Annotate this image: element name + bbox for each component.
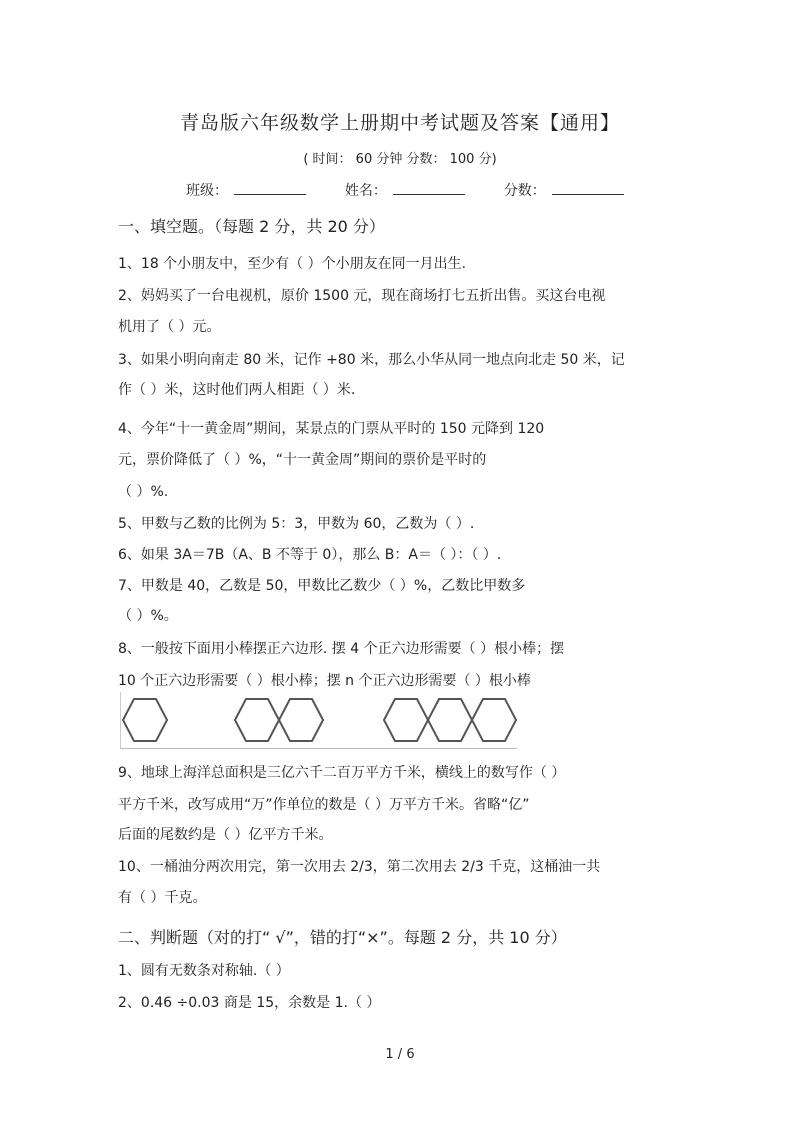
question-line: 机用了（ ）元。 (118, 319, 221, 335)
hexagon-shape (428, 699, 472, 741)
question-line: 7、甲数是 40，乙数是 50，甲数比乙数少（ ）%，乙数比甲数多 (118, 578, 526, 594)
section-heading-true-false: 二、判断题（对的打“ √”，错的打“×”。每题 2 分，共 10 分） (118, 928, 567, 947)
question-line: （ ）%。 (118, 608, 178, 624)
question-line: 4、今年“十一黄金周”期间，某景点的门票从平时的 150 元降到 120 (118, 421, 545, 437)
question-line: 后面的尾数约是（ ）亿平方千米。 (118, 827, 333, 843)
question-line: 5、甲数与乙数的比例为 5：3，甲数为 60，乙数为（ ）. (118, 516, 475, 532)
hexagon-diagram (121, 692, 517, 748)
question-line: 元，票价降低了（ ）%，“十一黄金周”期间的票价是平时的 (118, 452, 487, 468)
class-label: 班级： (186, 183, 228, 199)
question-line: 6、如果 3A＝7B（A、B 不等于 0），那么 B：A＝（ ）：（ ）. (118, 547, 502, 563)
page-number: 1 / 6 (385, 1047, 415, 1062)
section-heading-fill-blank: 一、填空题。（每题 2 分，共 20 分） (118, 217, 385, 236)
question-line: 作（ ）米，这时他们两人相距（ ）米. (118, 382, 356, 398)
hexagon-shape (384, 699, 428, 741)
page-title: 青岛版六年级数学上册期中考试题及答案【通用】 (179, 112, 620, 134)
hexagon-figure (120, 692, 517, 749)
question-line: 1、圆有无数条对称轴.（ ） (118, 963, 290, 979)
exam-subtitle: ( 时间： 60 分钟 分数： 100 分) (303, 152, 497, 167)
question-line: 有（ ）千克。 (118, 890, 207, 906)
question-line: 9、地球上海洋总面积是三亿六千二百万平方千米，横线上的数写作（ ） (118, 765, 566, 781)
question-line: 2、0.46 ÷0.03 商是 15，余数是 1.（ ） (118, 995, 381, 1011)
score-blank[interactable] (552, 180, 624, 195)
hexagon-shape (235, 699, 279, 741)
hexagon-shape (472, 699, 516, 741)
hexagon-shape (279, 699, 323, 741)
info-fields (186, 180, 624, 200)
question-line: 8、一般按下面用小棒摆正六边形. 摆 4 个正六边形需要（ ）根小棒；摆 (118, 641, 565, 657)
score-label: 分数： (503, 183, 546, 199)
question-line: 2、妈妈买了一台电视机，原价 1500 元，现在商场打七五折出售。买这台电视 (118, 288, 606, 304)
question-line: 10、一桶油分两次用完，第一次用去 2/3，第二次用去 2/3 千克，这桶油一共 (118, 859, 601, 875)
hexagon-shape (123, 699, 167, 741)
name-blank[interactable] (393, 180, 465, 195)
question-line: （ ）%. (118, 484, 169, 500)
question-line: 1、18 个小朋友中，至少有（ ）个小朋友在同一月出生. (118, 256, 467, 272)
name-label: 姓名： (344, 183, 387, 199)
question-line: 3、如果小明向南走 80 米，记作 +80 米，那么小华从同一地点向北走 50 米，记 (118, 352, 625, 368)
question-line: 平方千米，改写成用“万”作单位的数是（ ）万平方千米。省略“亿” (118, 797, 530, 813)
question-line: 10 个正六边形需要（ ）根小棒；摆 n 个正六边形需要（ ）根小棒 (118, 673, 531, 689)
class-blank[interactable] (234, 180, 306, 195)
